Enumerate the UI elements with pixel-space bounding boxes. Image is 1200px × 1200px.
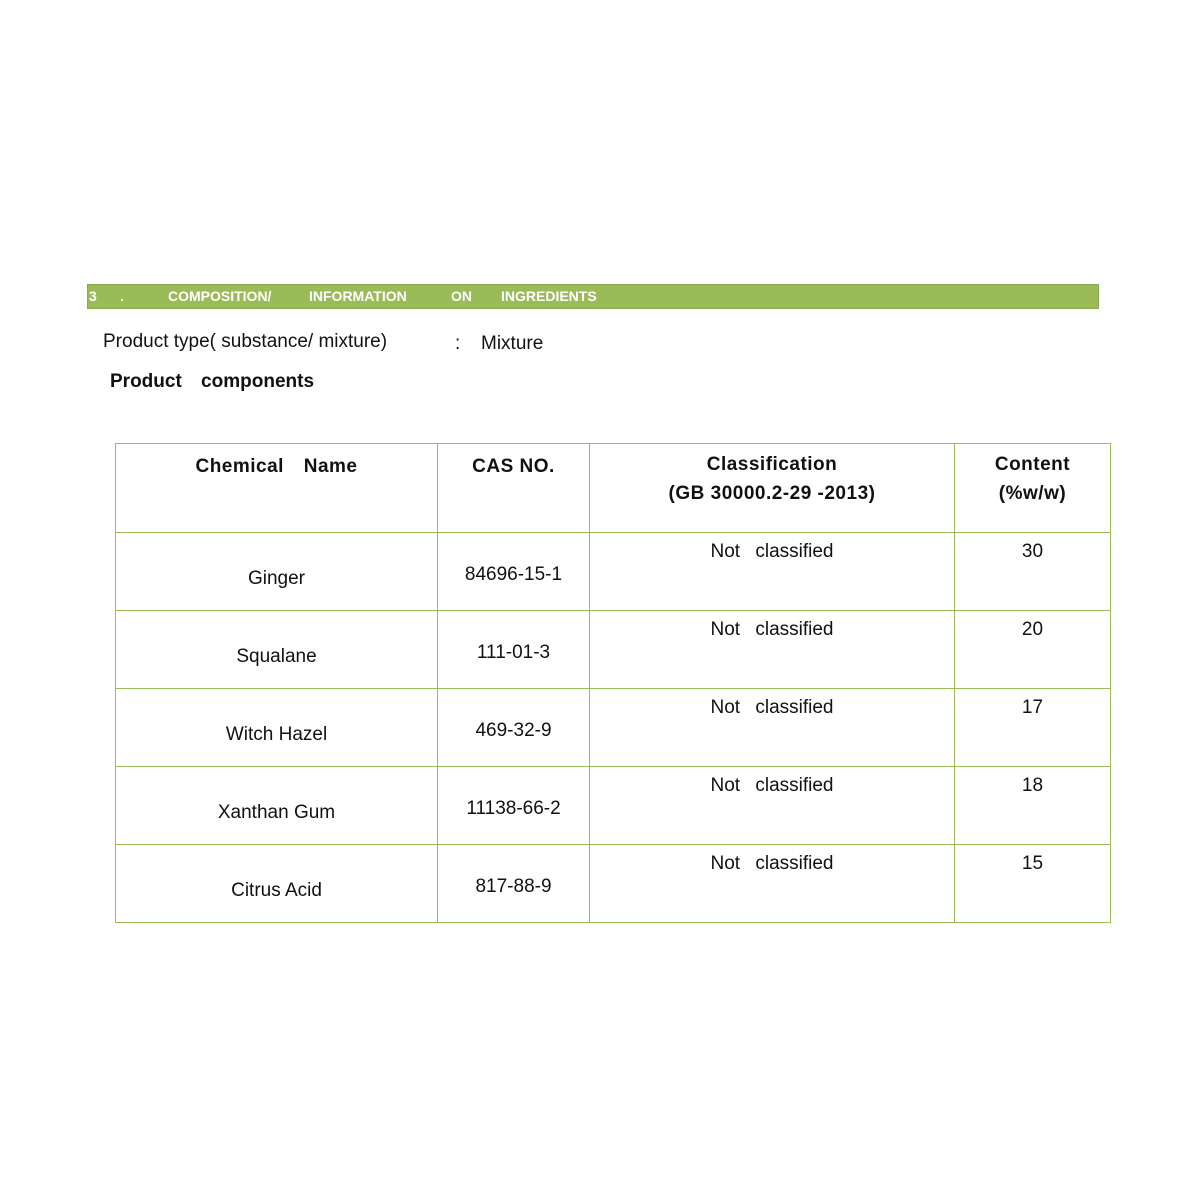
cell-classification: Not classified bbox=[590, 689, 955, 767]
section-title-word: COMPOSITION/ bbox=[168, 288, 272, 304]
table-row bbox=[116, 767, 1111, 845]
cell-chemical-name: Xanthan Gum bbox=[116, 767, 438, 845]
section-dot: . bbox=[120, 288, 124, 304]
header-chemical-name-text: Chemical Name bbox=[195, 456, 358, 477]
header-classification-line1: Classification bbox=[706, 454, 838, 475]
section-header-bar bbox=[87, 284, 1099, 309]
cell-content: 30 bbox=[955, 533, 1111, 611]
cell-chemical-name: Citrus Acid bbox=[116, 845, 438, 923]
header-cas-no bbox=[438, 444, 590, 533]
cell-classification: Not classified bbox=[590, 845, 955, 923]
product-type-separator: : bbox=[455, 333, 461, 354]
header-classification bbox=[590, 444, 955, 533]
header-cas-text: CAS NO. bbox=[472, 456, 555, 477]
header-chemical-name bbox=[116, 444, 438, 533]
cell-content: 20 bbox=[955, 611, 1111, 689]
cell-classification: Not classified bbox=[590, 533, 955, 611]
cell-chemical-name: Witch Hazel bbox=[116, 689, 438, 767]
cell-cas-no: 469-32-9 bbox=[438, 689, 590, 767]
cell-cas-no: 11138-66-2 bbox=[438, 767, 590, 845]
product-type-value: Mixture bbox=[481, 333, 544, 354]
components-heading: Product components bbox=[110, 371, 315, 392]
section-number: 3 bbox=[89, 288, 97, 304]
table-row bbox=[116, 533, 1111, 611]
cell-cas-no: 111-01-3 bbox=[438, 611, 590, 689]
header-content bbox=[955, 444, 1111, 533]
table-row bbox=[116, 611, 1111, 689]
cell-classification: Not classified bbox=[590, 767, 955, 845]
header-content-line2: (%w/w) bbox=[998, 483, 1067, 504]
product-type-label: Product type( substance/ mixture) bbox=[103, 331, 388, 352]
cell-classification: Not classified bbox=[590, 611, 955, 689]
header-content-line1: Content bbox=[994, 454, 1071, 475]
table-row bbox=[116, 845, 1111, 923]
cell-chemical-name: Ginger bbox=[116, 533, 438, 611]
table-row bbox=[116, 689, 1111, 767]
cell-cas-no: 84696-15-1 bbox=[438, 533, 590, 611]
cell-content: 18 bbox=[955, 767, 1111, 845]
section-title-word: ON bbox=[451, 288, 472, 304]
cell-content: 15 bbox=[955, 845, 1111, 923]
cell-chemical-name: Squalane bbox=[116, 611, 438, 689]
section-title-word: INFORMATION bbox=[309, 288, 407, 304]
table-header-row bbox=[116, 444, 1111, 533]
ingredients-table bbox=[115, 443, 1111, 923]
section-title-word: INGREDIENTS bbox=[501, 288, 597, 304]
cell-content: 17 bbox=[955, 689, 1111, 767]
cell-cas-no: 817-88-9 bbox=[438, 845, 590, 923]
header-classification-line2: (GB 30000.2-29 -2013) bbox=[668, 483, 876, 504]
